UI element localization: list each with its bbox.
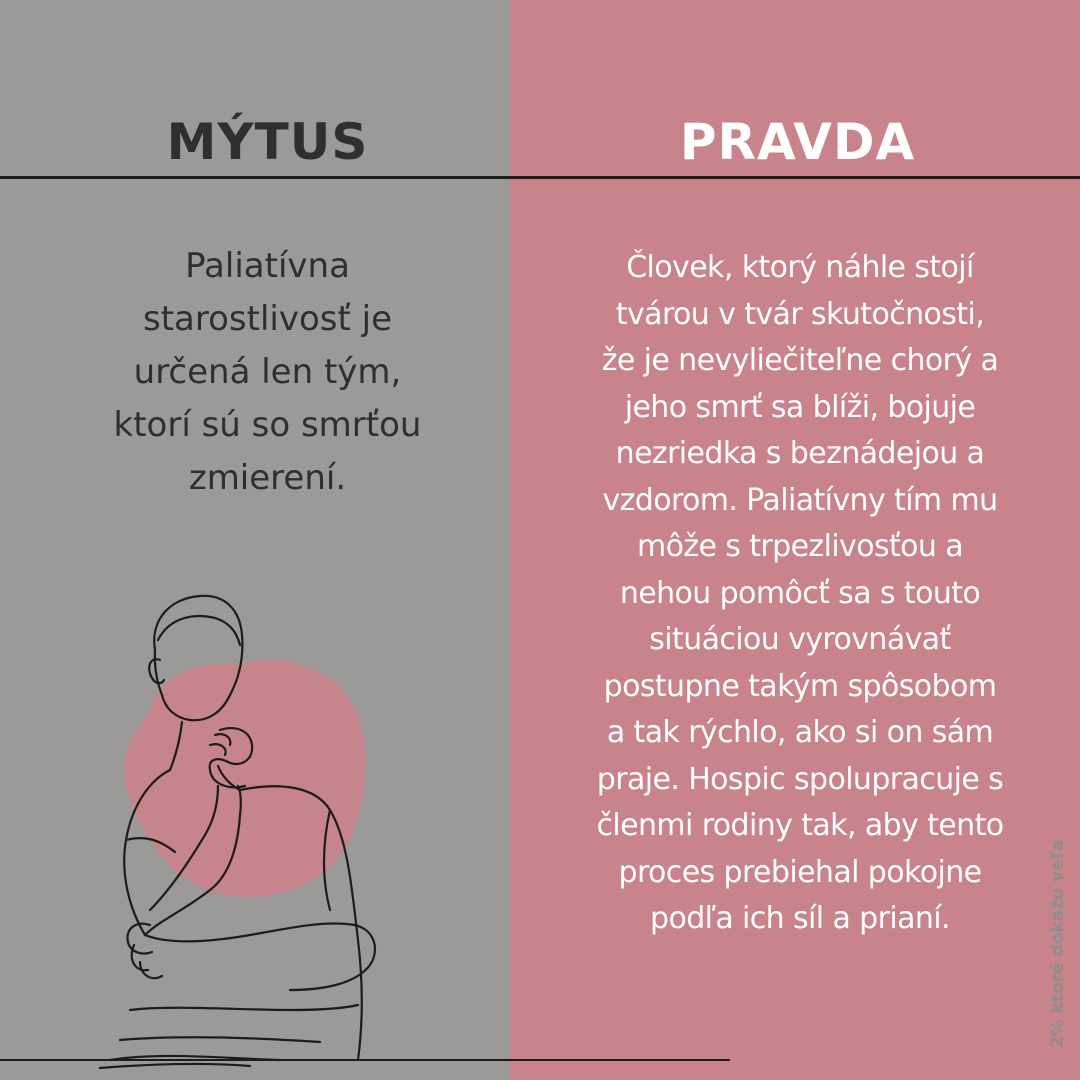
truth-statement <box>555 245 1045 943</box>
truth-line: môže s trpezlivosťou a <box>636 529 964 564</box>
truth-line: postupne takým spôsobom <box>603 668 997 704</box>
truth-line: situáciou vyrovnávať <box>649 622 951 657</box>
truth-line: proces prebiehal pokojne <box>618 854 982 890</box>
truth-line: podľa ich síl a prianí. <box>650 901 950 936</box>
truth-heading: PRAVDA <box>679 113 916 171</box>
scribble-lines <box>100 1056 280 1068</box>
side-note-text: 2% ktoré dokážu veľa <box>1048 839 1068 1049</box>
floor-line <box>0 1059 730 1061</box>
waist-lines <box>120 1005 358 1042</box>
truth-line: nezriedka s beznádejou a <box>615 436 985 471</box>
myth-line: zmierení. <box>188 458 347 498</box>
lower-arm <box>145 923 375 990</box>
truth-line: jeho smrť sa blíži, bojuje <box>624 389 976 425</box>
truth-line: tvárou v tvár skutočnosti, <box>615 296 985 332</box>
hair-line <box>158 616 240 645</box>
myth-heading: MÝTUS <box>166 113 369 171</box>
myth-statement <box>60 240 475 505</box>
truth-line: Človek, ktorý náhle stojí <box>626 250 974 285</box>
truth-line: členmi rodiny tak, aby tento <box>596 808 1004 843</box>
truth-line: nehou pomôcť sa s touto <box>619 575 981 611</box>
truth-line: praje. Hospic spolupracuje s <box>596 761 1004 797</box>
myth-line: starostlivosť je <box>143 299 392 339</box>
truth-line: vzdorom. Paliatívny tím mu <box>602 482 998 518</box>
truth-line: a tak rýchlo, ako si on sám <box>606 715 994 750</box>
myth-line: Paliatívna <box>185 246 350 286</box>
thinking-person-line-art-icon <box>90 590 410 1080</box>
myth-line: určená len tým, <box>133 352 402 392</box>
header-divider <box>0 176 1080 179</box>
myth-line: ktorí sú so smrťou <box>113 405 422 445</box>
watercolor-blob <box>124 660 366 897</box>
resting-hand <box>127 924 162 978</box>
truth-line: že je nevyliečiteľne chorý a <box>601 343 999 378</box>
